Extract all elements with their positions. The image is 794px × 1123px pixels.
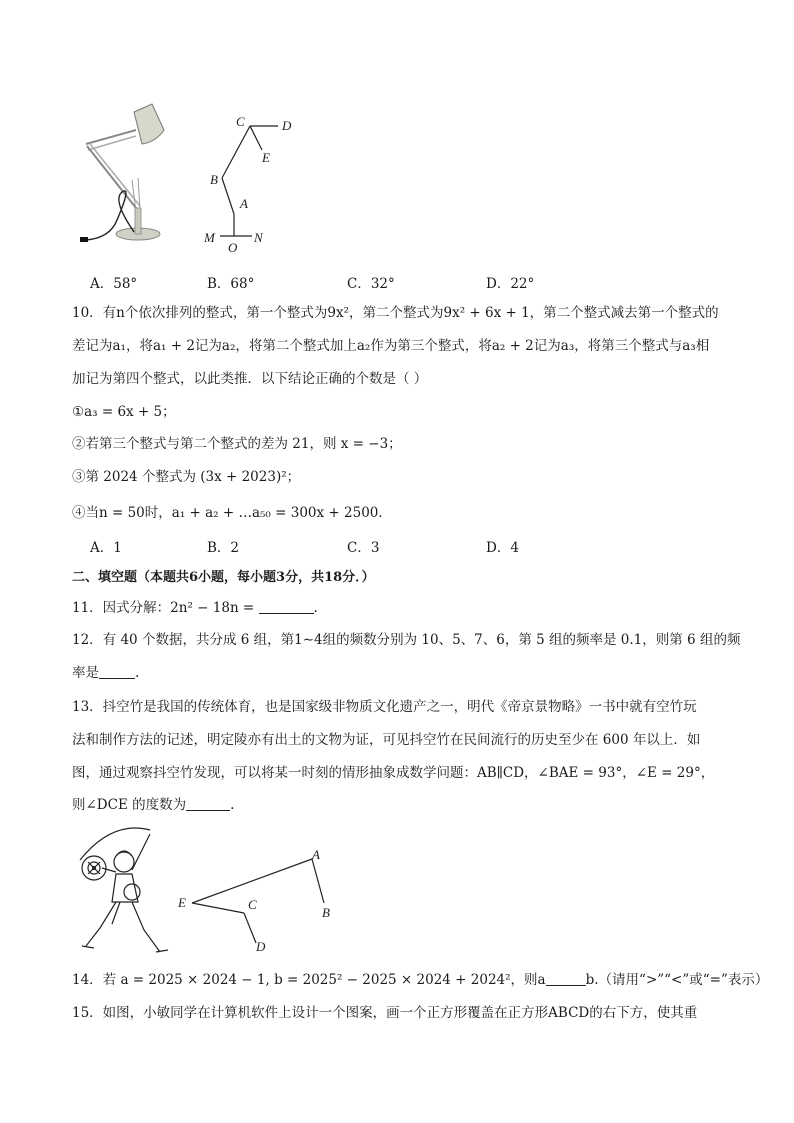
label-M: M xyxy=(204,230,215,245)
q10-line-1: 10．有n个依次排列的整式，第一个整式为9x²，第二个整式为9x² + 6x + 1，第二个整式减去第一个整式的 xyxy=(72,305,719,321)
q12-end: . xyxy=(135,665,140,681)
q9-option-b[interactable]: B．68° xyxy=(207,276,255,292)
q13-line-1: 13．抖空竹是我国的传统体育，也是国家级非物质文化遗产之一，明代《帝京景物略》一书中就有空竹玩 xyxy=(72,699,697,715)
label-A: A xyxy=(312,847,320,862)
diabolo-player-image xyxy=(72,820,172,958)
q10-option-d[interactable]: D．4 xyxy=(486,540,519,556)
label-B: B xyxy=(322,905,330,920)
diabolo-geometry-diagram xyxy=(174,845,344,955)
q14-end: b.（请用“>”“<”或“=”表示） xyxy=(585,972,769,988)
q10-item-1: ①a₃ = 6x + 5； xyxy=(72,404,176,420)
lamp-geometry-figure xyxy=(196,110,306,255)
q10-option-b[interactable]: B．2 xyxy=(207,540,240,556)
q11-text: 11．因式分解：2n² − 18n = xyxy=(72,600,255,616)
q14-line xyxy=(72,970,768,990)
q15-line-1: 15．如图，小敏同学在计算机软件上设计一个图案，画一个正方形覆盖在正方形ABCD的右下方，使其重 xyxy=(72,1005,698,1021)
diabolo-geometry-figure xyxy=(174,845,344,955)
q14-text: 14．若 a = 2025 × 2024 − 1, b = 2025² − 2025 × 2024 + 2024²，则a xyxy=(72,972,546,988)
q12-line-2-text: 率是 xyxy=(72,665,99,681)
q10-option-c[interactable]: C．3 xyxy=(347,540,380,556)
label-D: D xyxy=(256,939,266,954)
q11-end: . xyxy=(313,600,318,616)
q12-line-1: 12．有 40 个数据，共分成 6 组，第1∼4组的频数分别为 10、5、7、6，第 5 组的频率是 0.1，则第 6 组的频 xyxy=(72,632,741,648)
desk-lamp-drawing xyxy=(72,100,167,250)
lamp-geometry-diagram xyxy=(196,110,306,255)
label-A: A xyxy=(240,196,248,211)
q10-option-a[interactable]: A．1 xyxy=(90,540,122,556)
q13-end: . xyxy=(230,797,235,813)
q14-answer-blank[interactable] xyxy=(546,971,586,986)
label-C: C xyxy=(248,897,257,912)
q13-line-3: 图，通过观察抖空竹发现，可以将某一时刻的情形抽象成数学问题：AB∥CD，∠BAE = 93°，∠E = 29°， xyxy=(72,765,715,781)
q10-line-2: 差记为a₁，将a₁ + 2记为a₂，将第二个整式加上a₂作为第三个整式，将a₂ + 2记为a₃，将第三个整式与a₃相 xyxy=(72,338,710,354)
label-N: N xyxy=(254,230,263,245)
q10-item-4: ④当n = 50时，a₁ + a₂ + …a₅₀ = 300x + 2500． xyxy=(72,505,392,521)
label-O: O xyxy=(228,240,238,255)
q11-line xyxy=(72,598,318,618)
q13-line-4 xyxy=(72,795,234,815)
q12-line-2 xyxy=(72,663,139,683)
label-D: D xyxy=(282,118,292,133)
q11-answer-blank[interactable] xyxy=(259,599,314,614)
label-E: E xyxy=(262,150,270,165)
q13-answer-blank[interactable] xyxy=(186,796,230,811)
q13-line-2: 法和制作方法的记述，明定陵亦有出土的文物为证，可见抖空竹在民间流行的历史至少在 600 年以上．如 xyxy=(72,732,701,748)
q13-line-4-text: 则∠DCE 的度数为 xyxy=(72,797,187,813)
q10-item-2: ②若第三个整式与第二个整式的差为 21，则 x = −3； xyxy=(72,436,402,452)
label-B: B xyxy=(210,172,218,187)
diabolo-player-drawing xyxy=(72,820,172,958)
label-C: C xyxy=(236,114,245,129)
desk-lamp-image xyxy=(72,100,167,250)
q9-option-d[interactable]: D．22° xyxy=(486,276,535,292)
q10-item-3: ③第 2024 个整式为 (3x + 2023)²； xyxy=(72,469,301,485)
label-E: E xyxy=(178,895,186,910)
q9-option-c[interactable]: C．32° xyxy=(347,276,395,292)
q9-option-a[interactable]: A．58° xyxy=(90,276,138,292)
q12-answer-blank[interactable] xyxy=(99,664,135,679)
q10-line-3: 加记为第四个整式，以此类推．以下结论正确的个数是（ ） xyxy=(72,371,428,387)
section-heading-fill-in: 二、填空题（本题共6小题，每小题3分，共18分．） xyxy=(72,570,375,585)
